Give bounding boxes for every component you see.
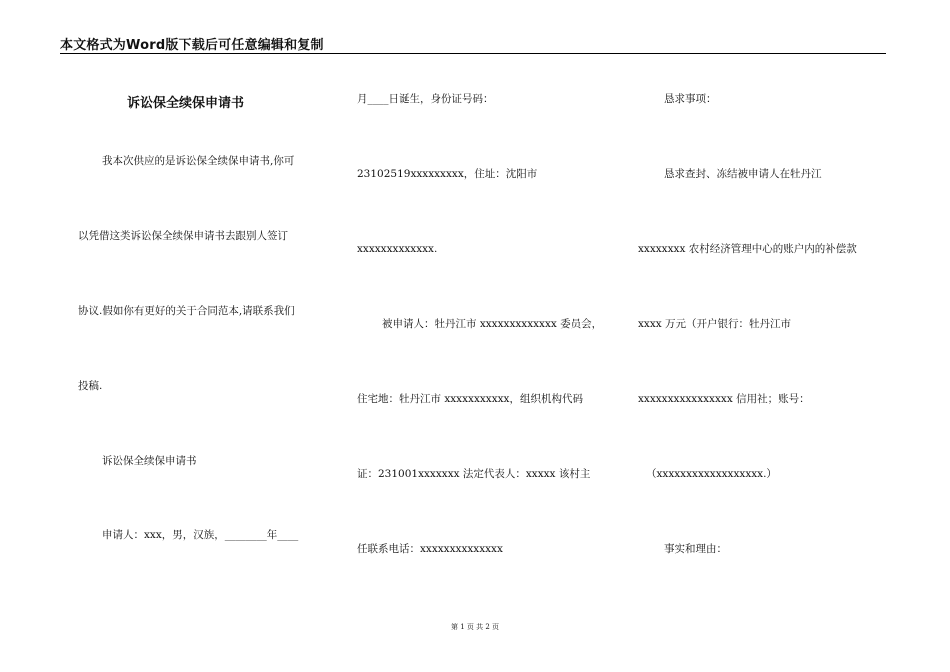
- paragraph-line: 月____日诞生，身份证号码：: [357, 93, 494, 105]
- paragraph-line: 被申请人：牡丹江市 xxxxxxxxxxxxx 委员会，: [382, 318, 603, 330]
- paragraph-line: xxxxxxxxxxxxx.: [357, 243, 438, 255]
- section-heading: 恳求事项：: [664, 93, 717, 105]
- paragraph-line: 证：231001xxxxxxx 法定代表人：xxxxx 该村主: [357, 468, 591, 480]
- paragraph-line: 以凭借这类诉讼保全续保申请书去跟别人签订: [78, 230, 288, 242]
- paragraph-line: xxxxxxxx 农村经济管理中心的账户内的补偿款: [638, 243, 857, 255]
- paragraph-line: 住宅地：牡丹江市 xxxxxxxxxxx，组织机构代码: [357, 393, 583, 405]
- paragraph-line: 协议.假如你有更好的关于合同范本,请联系我们: [78, 305, 295, 317]
- paragraph-line: 申请人：xxx，男，汉族，________年____: [102, 529, 299, 541]
- section-heading: 诉讼保全续保申请书: [102, 455, 197, 467]
- paragraph-line: xxxxxxxxxxxxxxxx 信用社；账号：: [638, 393, 810, 405]
- page-header: [60, 34, 886, 54]
- paragraph-line: 我本次供应的是诉讼保全续保申请书,你可: [102, 155, 295, 167]
- paragraph-line: xxxx 万元（开户银行：牡丹江市: [638, 318, 792, 330]
- paragraph-line: 恳求查封、冻结被申请人在牡丹江: [664, 168, 822, 180]
- paragraph-line: 投稿.: [78, 380, 103, 392]
- header-text: 本文格式为Word版下载后可任意编辑和复制: [60, 38, 324, 53]
- page-number: 第 1 页 共 2 页: [450, 623, 500, 631]
- document-title: 诉讼保全续保申请书: [127, 96, 245, 111]
- paragraph-line: 任联系电话：xxxxxxxxxxxxxx: [357, 543, 503, 555]
- section-heading: 事实和理由：: [664, 543, 727, 555]
- paragraph-line: 23102519xxxxxxxxx，住址：沈阳市: [357, 168, 538, 180]
- paragraph-line: （xxxxxxxxxxxxxxxxxx.）: [646, 468, 777, 480]
